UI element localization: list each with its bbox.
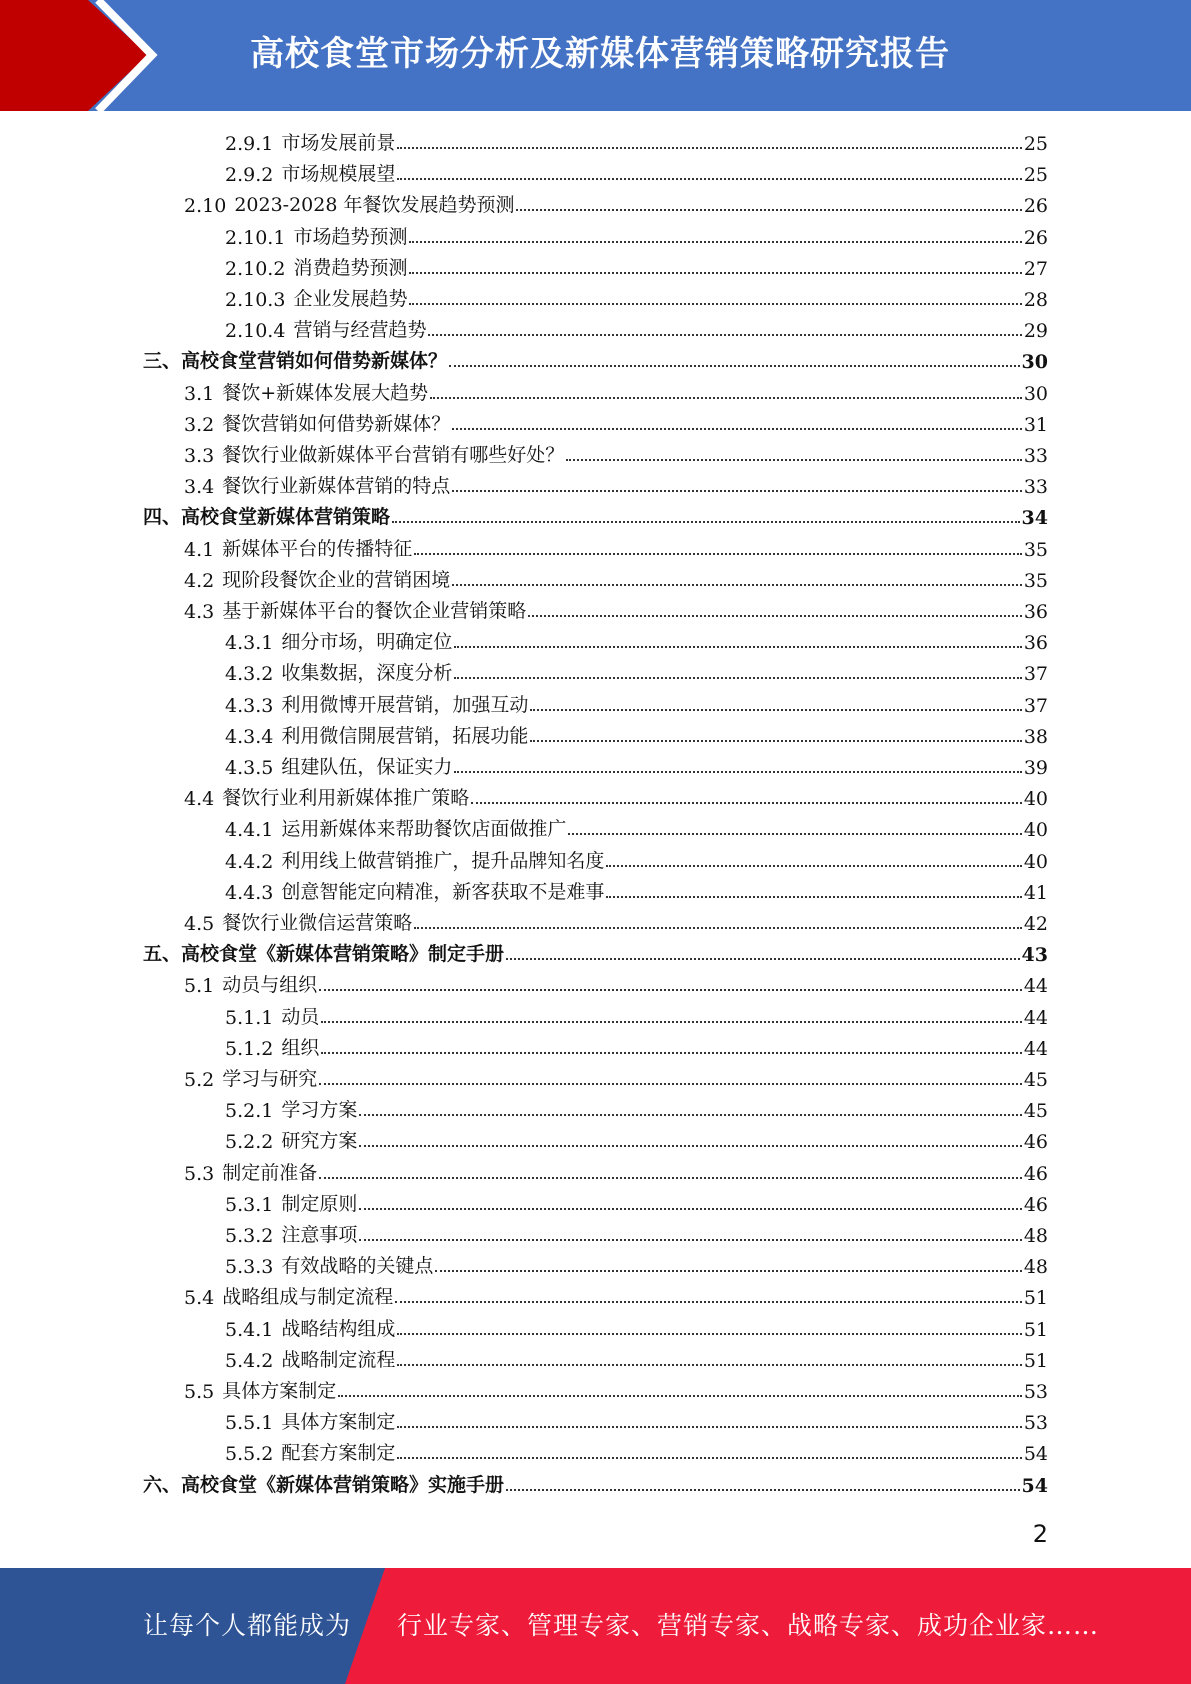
toc-entry-page: 30 (1023, 382, 1048, 405)
toc-leader-dots (392, 521, 1020, 523)
toc-entry-number: 3.4 (184, 476, 215, 499)
toc-entry-title: 研究方案 (281, 1130, 358, 1153)
toc-entry-number: 5.3.3 (225, 1256, 274, 1279)
toc-entry[interactable] (225, 1001, 1048, 1029)
toc-entry[interactable] (143, 345, 1048, 373)
toc-entry-title: 学习与研究 (222, 1068, 318, 1090)
toc-leader-dots (452, 584, 1022, 586)
toc-entry[interactable] (225, 158, 1048, 186)
toc-entry-title: 餐饮+新媒体发展大趋势 (222, 381, 429, 404)
toc-leader-dots (452, 490, 1022, 492)
toc-entry-page: 37 (1023, 694, 1048, 717)
toc-entry-title: 收集数据，深度分析 (281, 662, 453, 685)
toc-entry-title: 组建队伍，保证实力 (281, 756, 453, 778)
toc-entry[interactable] (184, 969, 1048, 997)
toc-entry-title: 具体方案制定 (281, 1411, 396, 1434)
toc-entry-title: 2023-2028 年餐饮发展趋势预测 (234, 194, 515, 217)
toc-entry-title: 具体方案制定 (222, 1380, 337, 1402)
toc-entry[interactable] (143, 501, 1048, 529)
toc-leader-dots (568, 833, 1021, 835)
toc-entry[interactable] (225, 1344, 1048, 1372)
toc-entry-title: 五、高校食堂《新媒体营销策略》制定手册 (143, 943, 505, 966)
toc-leader-dots (397, 178, 1021, 180)
toc-leader-dots (530, 740, 1021, 742)
toc-entry-title: 现阶段餐饮企业的营销困境 (222, 568, 451, 591)
toc-leader-dots (566, 459, 1022, 461)
toc-entry[interactable] (225, 1188, 1048, 1216)
document-title: 高校食堂市场分析及新媒体营销策略研究报告 (250, 34, 950, 74)
toc-entry-page: 26 (1023, 195, 1048, 218)
toc-entry-page: 36 (1023, 632, 1048, 655)
toc-entry-number: 4.2 (184, 569, 215, 592)
toc-entry[interactable] (184, 564, 1048, 592)
toc-entry-title: 餐饮行业利用新媒体推广策略 (222, 787, 470, 810)
toc-entry-number: 5.5.2 (225, 1443, 274, 1466)
toc-leader-dots (397, 1333, 1021, 1335)
toc-leader-dots (319, 1177, 1022, 1179)
toc-entry-number: 5.3.1 (225, 1193, 274, 1216)
toc-entry-title: 战略制定流程 (281, 1348, 396, 1371)
toc-leader-dots (409, 241, 1021, 243)
toc-entry-title: 制定原则 (281, 1192, 358, 1215)
toc-entry-page: 40 (1023, 819, 1048, 842)
toc-entry[interactable] (184, 189, 1048, 217)
toc-entry[interactable] (225, 221, 1048, 249)
toc-entry[interactable] (184, 1375, 1048, 1403)
toc-entry-number: 3.3 (184, 445, 215, 467)
toc-entry-number: 5.2.2 (225, 1131, 274, 1154)
toc-entry-page: 45 (1023, 1100, 1048, 1123)
toc-leader-dots (414, 927, 1022, 929)
toc-leader-dots (397, 1457, 1021, 1459)
toc-entry-page: 40 (1023, 788, 1048, 811)
toc-entry-title: 餐饮行业做新媒体平台营销有哪些好处？ (222, 444, 565, 466)
toc-entry-number: 4.3.5 (225, 757, 274, 779)
toc-entry-title: 细分市场，明确定位 (281, 631, 453, 654)
toc-leader-dots (409, 303, 1021, 305)
toc-entry-number: 2.10.3 (225, 289, 286, 311)
toc-entry[interactable] (184, 439, 1048, 467)
toc-leader-dots (409, 272, 1021, 274)
toc-entry[interactable] (225, 626, 1048, 654)
toc-entry-page: 29 (1023, 320, 1048, 343)
toc-leader-dots (449, 365, 1020, 367)
toc-leader-dots (428, 334, 1021, 336)
toc-entry-page: 53 (1023, 1381, 1048, 1403)
toc-entry-title: 创意智能定向精准，新客获取不是难事 (281, 880, 605, 903)
toc-entry-title: 配套方案制定 (281, 1442, 396, 1465)
toc-entry[interactable] (184, 907, 1048, 935)
toc-entry-page: 31 (1023, 413, 1048, 436)
toc-entry-number: 5.3.2 (225, 1225, 274, 1247)
toc-entry[interactable] (225, 1313, 1048, 1341)
toc-entry-number: 4.3.4 (225, 725, 274, 748)
page-header (0, 0, 1191, 111)
toc-entry-page: 44 (1023, 1037, 1048, 1060)
toc-entry-title: 利用线上做营销推广，提升品牌知名度 (281, 849, 605, 872)
toc-entry-page: 33 (1023, 476, 1048, 499)
toc-entry-page: 45 (1023, 1069, 1048, 1091)
toc-leader-dots (359, 1145, 1021, 1147)
toc-entry-number: 5.1.2 (225, 1037, 274, 1060)
toc-entry-page: 54 (1021, 1474, 1048, 1497)
toc-entry-page: 54 (1023, 1443, 1048, 1466)
toc-entry-title: 市场规模展望 (281, 163, 396, 186)
toc-entry-number: 5.4 (184, 1287, 215, 1310)
toc-entry-number: 5.4.1 (225, 1318, 274, 1341)
toc-entry-number: 2.9.1 (225, 133, 274, 155)
toc-entry[interactable] (225, 1437, 1048, 1465)
toc-entry-page: 44 (1023, 1006, 1048, 1029)
toc-entry-title: 基于新媒体平台的餐饮企业营销策略 (222, 600, 527, 622)
toc-entry-page: 41 (1023, 881, 1048, 904)
toc-entry[interactable] (225, 657, 1048, 685)
toc-entry-title: 学习方案 (281, 1099, 358, 1122)
toc-entry-number: 2.10 (184, 195, 227, 218)
toc-entry-title: 消费趋势预测 (293, 256, 408, 279)
toc-entry[interactable] (184, 1281, 1048, 1309)
toc-entry-title: 利用微信開展营销，拓展功能 (281, 724, 529, 747)
footer-slogan-left: 让每个人都能成为 (143, 1611, 352, 1640)
toc-entry-title: 动员与组织 (222, 974, 318, 997)
toc-entry[interactable] (143, 1469, 1048, 1497)
toc-entry-page: 39 (1023, 757, 1048, 779)
toc-leader-dots (454, 646, 1021, 648)
page-number: 2 (1032, 1520, 1048, 1548)
toc-entry[interactable] (184, 595, 1048, 623)
toc-entry-page: 33 (1023, 445, 1048, 467)
toc-entry-title: 运用新媒体来帮助餐饮店面做推广 (281, 818, 567, 841)
toc-entry-title: 营销与经营趋势 (293, 319, 427, 342)
toc-entry[interactable] (225, 720, 1048, 748)
toc-entry[interactable] (225, 845, 1048, 873)
toc-entry-title: 利用微博开展营销，加强互动 (281, 693, 529, 716)
toc-entry[interactable] (184, 377, 1048, 405)
toc-entry-number: 3.2 (184, 413, 215, 436)
toc-entry-title: 三、高校食堂营销如何借势新媒体？ (143, 350, 448, 373)
toc-entry-page: 48 (1023, 1256, 1048, 1279)
toc-leader-dots (319, 989, 1022, 991)
toc-leader-dots (435, 1270, 1021, 1272)
toc-leader-dots (452, 428, 1022, 430)
toc-entry-page: 25 (1023, 133, 1048, 155)
toc-entry-page: 30 (1021, 351, 1048, 374)
toc-entry-title: 餐饮行业微信运营策略 (222, 912, 413, 934)
toc-leader-dots (516, 209, 1021, 211)
toc-entry-page: 46 (1023, 1193, 1048, 1216)
toc-entry-number: 2.10.2 (225, 257, 286, 280)
toc-entry-title: 组织 (281, 1036, 320, 1059)
toc-leader-dots (321, 1021, 1021, 1023)
toc-entry-page: 42 (1023, 913, 1048, 935)
toc-entry[interactable] (225, 1094, 1048, 1122)
toc-entry[interactable] (225, 283, 1048, 311)
toc-leader-dots (338, 1395, 1022, 1397)
toc-entry-page: 34 (1021, 507, 1048, 530)
toc-entry-title: 新媒体平台的传播特征 (222, 537, 413, 560)
toc-entry-page: 37 (1023, 663, 1048, 686)
toc-leader-dots (530, 709, 1021, 711)
toc-entry-number: 4.3.1 (225, 632, 274, 655)
toc-entry-number: 4.4.3 (225, 881, 274, 904)
toc-leader-dots (454, 771, 1021, 773)
toc-leader-dots (359, 1239, 1021, 1241)
toc-entry-number: 4.4.2 (225, 850, 274, 873)
toc-entry-number: 5.2 (184, 1069, 215, 1091)
red-arrow-shape (0, 0, 148, 111)
toc-entry-title: 四、高校食堂新媒体营销策略 (143, 506, 391, 529)
toc-entry[interactable] (225, 314, 1048, 342)
toc-entry-title: 制定前准备 (222, 1161, 318, 1184)
toc-entry-number: 4.1 (184, 538, 215, 561)
toc-entry-number: 5.5 (184, 1381, 215, 1403)
toc-entry-number: 3.1 (184, 382, 215, 405)
toc-entry-title: 市场发展前景 (281, 132, 396, 154)
toc-entry-title: 注意事项 (281, 1224, 358, 1246)
toc-leader-dots (414, 553, 1022, 555)
toc-entry-page: 46 (1023, 1162, 1048, 1185)
toc-entry-page: 27 (1023, 257, 1048, 280)
toc-entry[interactable] (225, 1219, 1048, 1247)
toc-entry-number: 5.1 (184, 975, 215, 998)
toc-leader-dots (606, 865, 1021, 867)
toc-entry-page: 46 (1023, 1131, 1048, 1154)
toc-leader-dots (454, 677, 1021, 679)
toc-entry-number: 5.1.1 (225, 1006, 274, 1029)
toc-entry[interactable] (184, 1157, 1048, 1185)
toc-entry-title: 餐饮营销如何借势新媒体？ (222, 412, 451, 435)
toc-entry-page: 25 (1023, 164, 1048, 187)
toc-entry-number: 4.4 (184, 788, 215, 811)
toc-entry-page: 43 (1021, 944, 1048, 967)
toc-entry[interactable] (225, 127, 1048, 155)
toc-entry[interactable] (225, 1125, 1048, 1153)
toc-leader-dots (397, 1364, 1021, 1366)
toc-leader-dots (359, 1114, 1021, 1116)
toc-entry-title: 六、高校食堂《新媒体营销策略》实施手册 (143, 1473, 505, 1496)
toc-entry-title: 市场趋势预测 (293, 225, 408, 248)
toc-entry[interactable] (184, 408, 1048, 436)
toc-entry-title: 企业发展趋势 (293, 288, 408, 310)
toc-leader-dots (606, 896, 1021, 898)
toc-entry[interactable] (225, 751, 1048, 779)
footer-slogan-right: 行业专家、管理专家、营销专家、战略专家、成功企业家…… (397, 1611, 1100, 1640)
toc-entry[interactable] (143, 938, 1048, 966)
toc-entry-page: 51 (1023, 1349, 1048, 1372)
toc-entry[interactable] (225, 1250, 1048, 1278)
toc-entry[interactable] (225, 689, 1048, 717)
page-footer (0, 1568, 1191, 1684)
toc-leader-dots (359, 1208, 1021, 1210)
toc-entry-number: 2.10.4 (225, 320, 286, 343)
toc-entry-number: 4.3 (184, 601, 215, 623)
toc-leader-dots (430, 397, 1022, 399)
toc-entry-title: 有效战略的关键点 (281, 1255, 434, 1278)
toc-entry-number: 5.2.1 (225, 1100, 274, 1123)
toc-entry-number: 2.10.1 (225, 226, 286, 249)
toc-entry[interactable] (184, 782, 1048, 810)
toc-entry-title: 战略结构组成 (281, 1317, 396, 1340)
toc-entry-page: 51 (1023, 1318, 1048, 1341)
toc-entry-number: 4.4.1 (225, 819, 274, 842)
toc-leader-dots (395, 1301, 1022, 1303)
toc-leader-dots (321, 1052, 1021, 1054)
toc-leader-dots (471, 802, 1022, 804)
toc-entry-title: 餐饮行业新媒体营销的特点 (222, 475, 451, 498)
toc-leader-dots (528, 615, 1022, 617)
toc-entry-page: 51 (1023, 1287, 1048, 1310)
toc-entry-page: 53 (1023, 1412, 1048, 1435)
toc-entry-page: 44 (1023, 975, 1048, 998)
toc-entry[interactable] (184, 470, 1048, 498)
toc-entry-title: 战略组成与制定流程 (222, 1286, 394, 1309)
toc-entry-title: 动员 (281, 1005, 320, 1028)
toc-entry-number: 4.3.3 (225, 694, 274, 717)
toc-entry-page: 40 (1023, 850, 1048, 873)
toc-entry-number: 4.5 (184, 913, 215, 935)
toc-entry-page: 26 (1023, 226, 1048, 249)
toc-leader-dots (319, 1083, 1022, 1085)
toc-leader-dots (506, 1489, 1020, 1491)
toc-entry[interactable] (225, 1032, 1048, 1060)
toc-entry-page: 48 (1023, 1225, 1048, 1247)
toc-entry-number: 5.5.1 (225, 1412, 274, 1435)
toc-entry-page: 35 (1023, 538, 1048, 561)
toc-entry[interactable] (225, 252, 1048, 280)
toc-leader-dots (397, 1426, 1021, 1428)
toc-entry-number: 5.3 (184, 1162, 215, 1185)
toc-entry-page: 36 (1023, 601, 1048, 623)
toc-leader-dots (506, 958, 1020, 960)
toc-entry[interactable] (225, 876, 1048, 904)
toc-entry-page: 38 (1023, 725, 1048, 748)
toc-entry[interactable] (184, 1063, 1048, 1091)
toc-entry-page: 35 (1023, 569, 1048, 592)
toc-entry-number: 4.3.2 (225, 663, 274, 686)
toc-entry-number: 5.4.2 (225, 1349, 274, 1372)
toc-entry[interactable] (225, 1406, 1048, 1434)
toc-entry[interactable] (225, 813, 1048, 841)
toc-leader-dots (397, 147, 1021, 149)
toc-entry-number: 2.9.2 (225, 164, 274, 187)
toc-entry[interactable] (184, 533, 1048, 561)
toc-entry-page: 28 (1023, 289, 1048, 311)
